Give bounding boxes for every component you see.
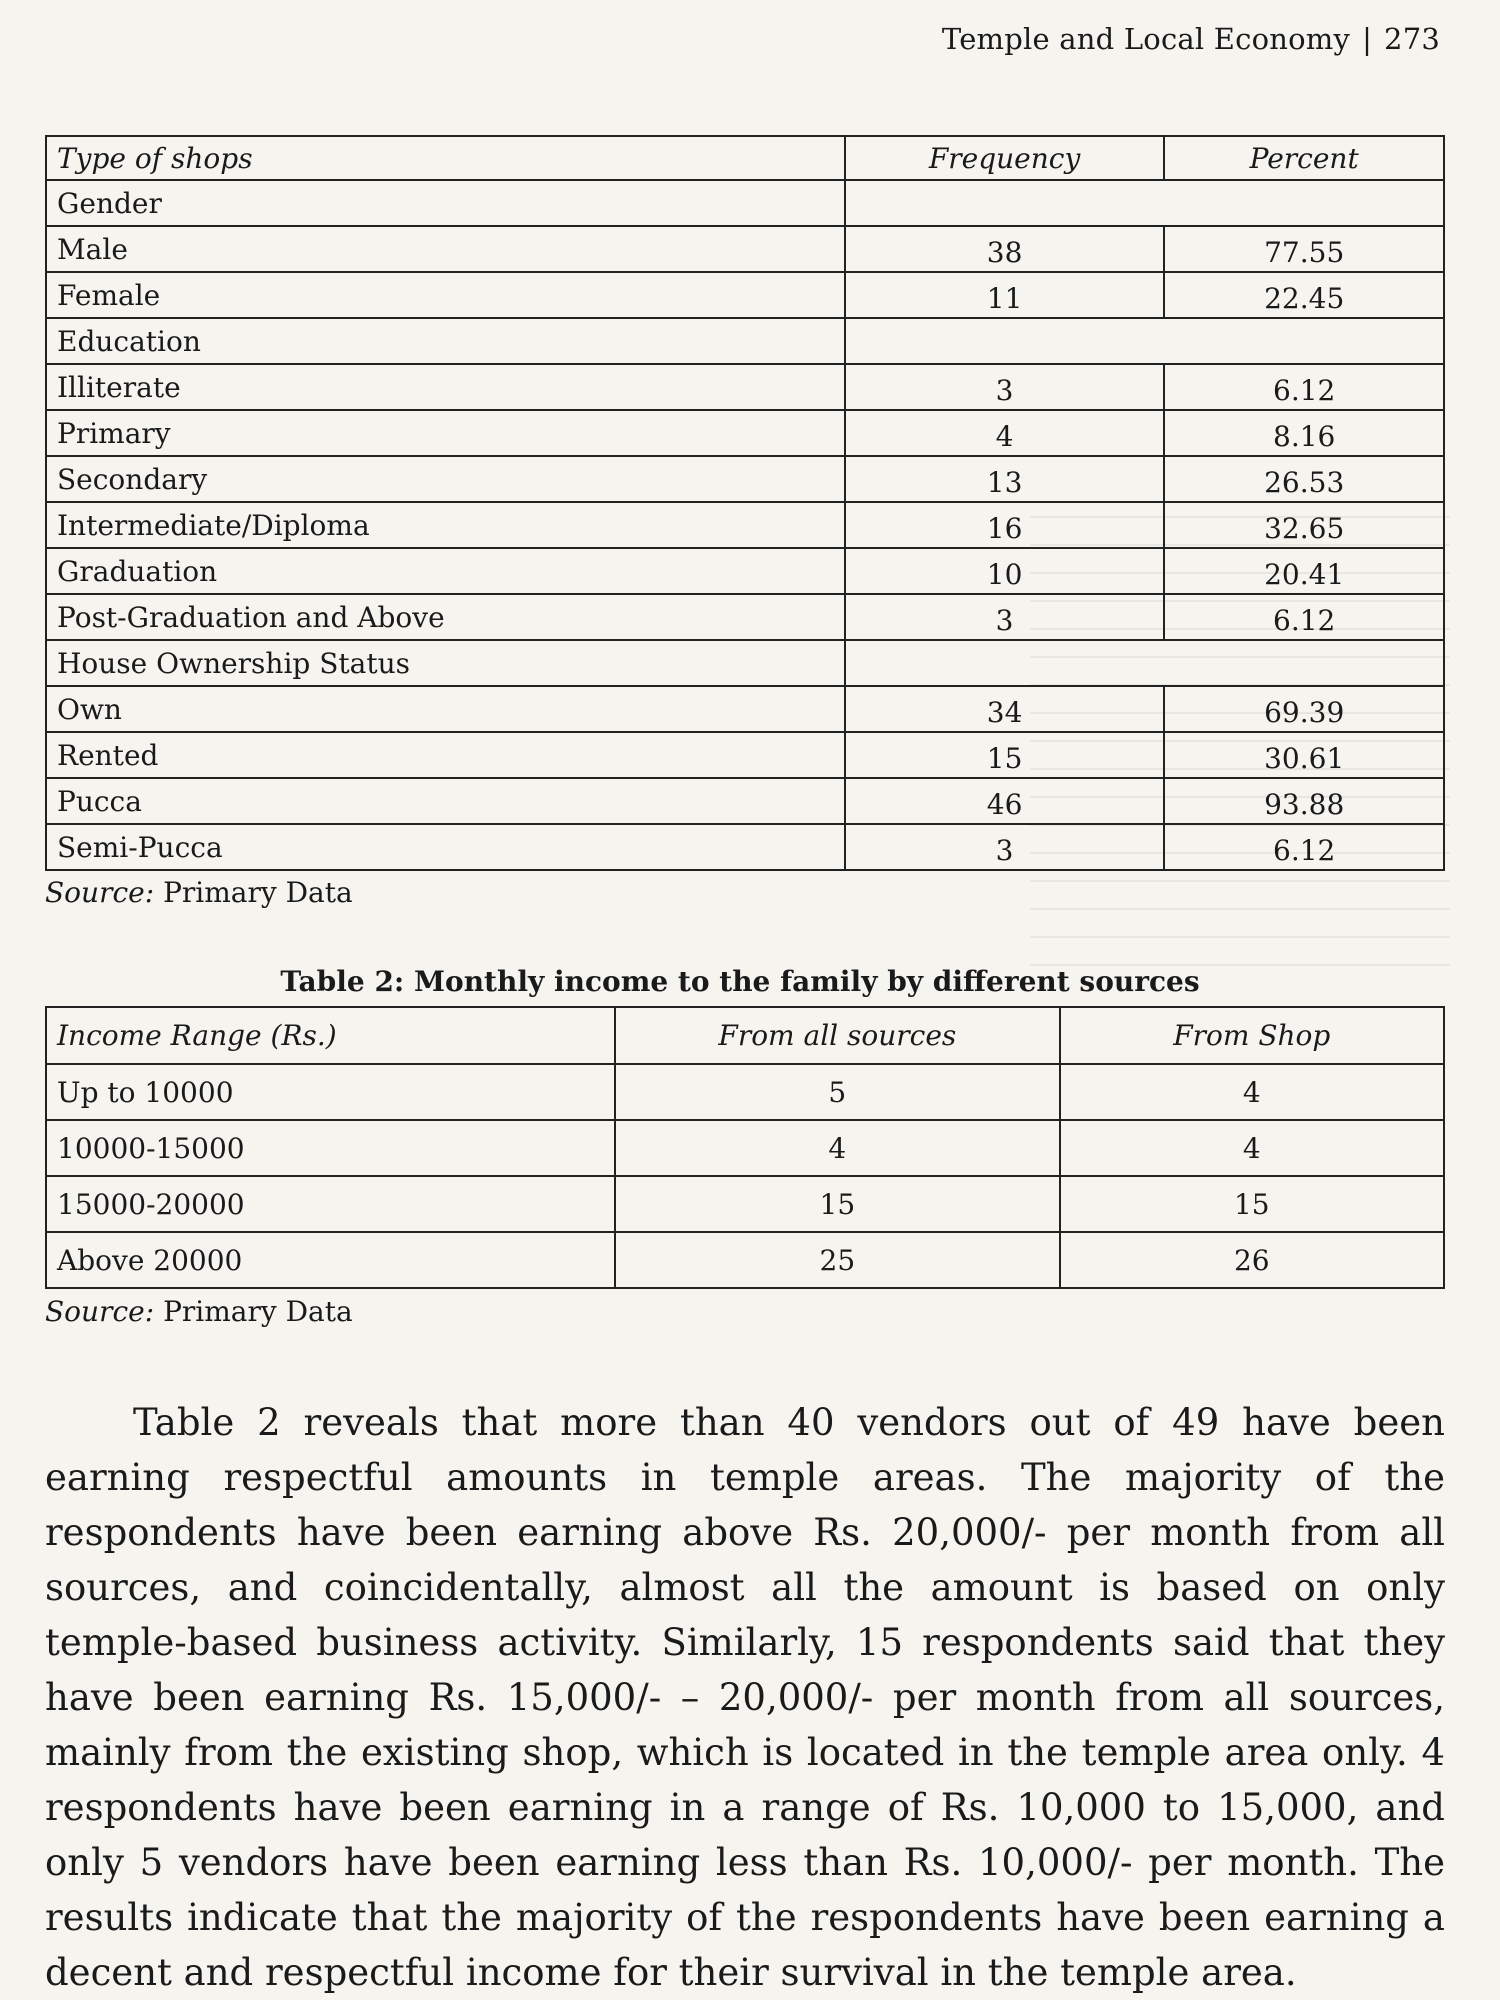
table1-frequency-cell: 10 [845, 548, 1165, 594]
table1-frequency-cell: 4 [845, 410, 1165, 456]
page-number: 273 [1384, 22, 1440, 56]
table1-frequency-cell [845, 180, 1165, 226]
table2-header-from-shop: From Shop [1060, 1007, 1444, 1064]
table1-frequency-cell [845, 640, 1165, 686]
table1-source-label: Source: [45, 876, 155, 909]
table1-frequency-cell: 13 [845, 456, 1165, 502]
table1-section-label: House Ownership Status [46, 640, 845, 686]
table1-percent-cell: 22.45 [1164, 272, 1444, 318]
table1-row [46, 732, 1444, 778]
table1-frequency-cell: 15 [845, 732, 1165, 778]
table2-body [46, 1064, 1444, 1288]
table2-row [46, 1120, 1444, 1176]
table2-all-sources-cell: 4 [615, 1120, 1059, 1176]
table1-header-percent: Percent [1164, 136, 1444, 180]
table1-percent-cell [1164, 318, 1444, 364]
table1-frequency-cell [845, 318, 1165, 364]
table1-section-label: Education [46, 318, 845, 364]
table1-section-row [46, 318, 1444, 364]
table1-percent-cell: 26.53 [1164, 456, 1444, 502]
table1-row [46, 272, 1444, 318]
table1-row [46, 226, 1444, 272]
table1-percent-cell: 69.39 [1164, 686, 1444, 732]
table1-row [46, 502, 1444, 548]
header-separator: | [1362, 22, 1373, 56]
table1-row-label: Post-Graduation and Above [46, 594, 845, 640]
table1-row-label: Female [46, 272, 845, 318]
table1-frequency-cell: 16 [845, 502, 1165, 548]
table1-row-label: Illiterate [46, 364, 845, 410]
table2-from-shop-cell: 26 [1060, 1232, 1444, 1288]
table1-frequency-cell: 11 [845, 272, 1165, 318]
table2-all-sources-cell: 25 [615, 1232, 1059, 1288]
table2-from-shop-cell: 4 [1060, 1064, 1444, 1120]
table1-row-label: Intermediate/Diploma [46, 502, 845, 548]
table2-from-shop-cell: 15 [1060, 1176, 1444, 1232]
table1-source-value: Primary Data [163, 876, 353, 909]
table2-all-sources-cell: 5 [615, 1064, 1059, 1120]
table1-row-label: Own [46, 686, 845, 732]
table2-row [46, 1064, 1444, 1120]
table1-percent-cell: 8.16 [1164, 410, 1444, 456]
table1-percent-cell [1164, 640, 1444, 686]
table1-percent-cell: 30.61 [1164, 732, 1444, 778]
table2-title: Table 2: Monthly income to the family by different sources [280, 965, 1200, 998]
table1-row-label: Secondary [46, 456, 845, 502]
table2-all-sources-cell: 15 [615, 1176, 1059, 1232]
table1-section-label: Gender [46, 180, 845, 226]
table1-row-label: Male [46, 226, 845, 272]
table1-header-frequency: Frequency [845, 136, 1165, 180]
table1-percent-cell: 77.55 [1164, 226, 1444, 272]
table1-frequency-cell: 3 [845, 824, 1165, 870]
table1-row [46, 594, 1444, 640]
table1-section-row [46, 180, 1444, 226]
table1-row [46, 364, 1444, 410]
table1-row-label: Rented [46, 732, 845, 778]
table1-row [46, 778, 1444, 824]
table1-frequency-cell: 46 [845, 778, 1165, 824]
table2-range-cell: Above 20000 [46, 1232, 615, 1288]
table1-percent-cell: 20.41 [1164, 548, 1444, 594]
running-header [942, 22, 1440, 56]
table2-header-row [46, 1007, 1444, 1064]
table1-frequency-cell: 38 [845, 226, 1165, 272]
table1-percent-cell [1164, 180, 1444, 226]
table2-range-cell: Up to 10000 [46, 1064, 615, 1120]
table2-source-value: Primary Data [163, 1295, 353, 1328]
table1-row [46, 824, 1444, 870]
running-title: Temple and Local Economy [941, 22, 1351, 56]
table1-row [46, 410, 1444, 456]
table1-row [46, 456, 1444, 502]
table1-frequency-cell: 3 [845, 364, 1165, 410]
table1-percent-cell: 6.12 [1164, 364, 1444, 410]
table1-source [45, 876, 353, 909]
table1-body [46, 180, 1444, 870]
table1-header-row [46, 136, 1444, 180]
table2-range-cell: 10000-15000 [46, 1120, 615, 1176]
table2-source [45, 1295, 353, 1328]
table2-from-shop-cell: 4 [1060, 1120, 1444, 1176]
table-shop-owner-profile [45, 135, 1445, 871]
table1-row [46, 548, 1444, 594]
table2-source-label: Source: [45, 1295, 155, 1328]
table-monthly-income [45, 1006, 1445, 1289]
table1-percent-cell: 6.12 [1164, 824, 1444, 870]
table2-header-all-sources: From all sources [615, 1007, 1059, 1064]
table1-percent-cell: 6.12 [1164, 594, 1444, 640]
table1-row [46, 686, 1444, 732]
table1-row-label: Semi-Pucca [46, 824, 845, 870]
table1-percent-cell: 32.65 [1164, 502, 1444, 548]
table2-row [46, 1232, 1444, 1288]
table2-header-range: Income Range (Rs.) [46, 1007, 615, 1064]
body-paragraph: Table 2 reveals that more than 40 vendors out of 49 have been earning respectful amounts in temple areas. The majority of the respondents have been earning above Rs. 20,000/- per month from all sources, and coincidentally, almost all the amount is based on only temple-based business activity. Similarly, 15 respondents said that they have been earning Rs. 15,000/- – 20,000/- per month from all sources, mainly from the existing shop, which is located in the temple area only. 4 respondents have been earning in a range of Rs. 10,000 to 15,000, and only 5 vendors have been earning less than Rs. 10,000/- per month. The results indicate that the majority of the respondents have been earning a decent and respectful income for their survival in the temple area. [45, 1401, 1445, 1994]
table1-header-type: Type of shops [46, 136, 845, 180]
table1-row-label: Pucca [46, 778, 845, 824]
table2-range-cell: 15000-20000 [46, 1176, 615, 1232]
table2-row [46, 1176, 1444, 1232]
table1-row-label: Graduation [46, 548, 845, 594]
table1-percent-cell: 93.88 [1164, 778, 1444, 824]
table1-row-label: Primary [46, 410, 845, 456]
table1-frequency-cell: 3 [845, 594, 1165, 640]
table1-frequency-cell: 34 [845, 686, 1165, 732]
table1-section-row [46, 640, 1444, 686]
